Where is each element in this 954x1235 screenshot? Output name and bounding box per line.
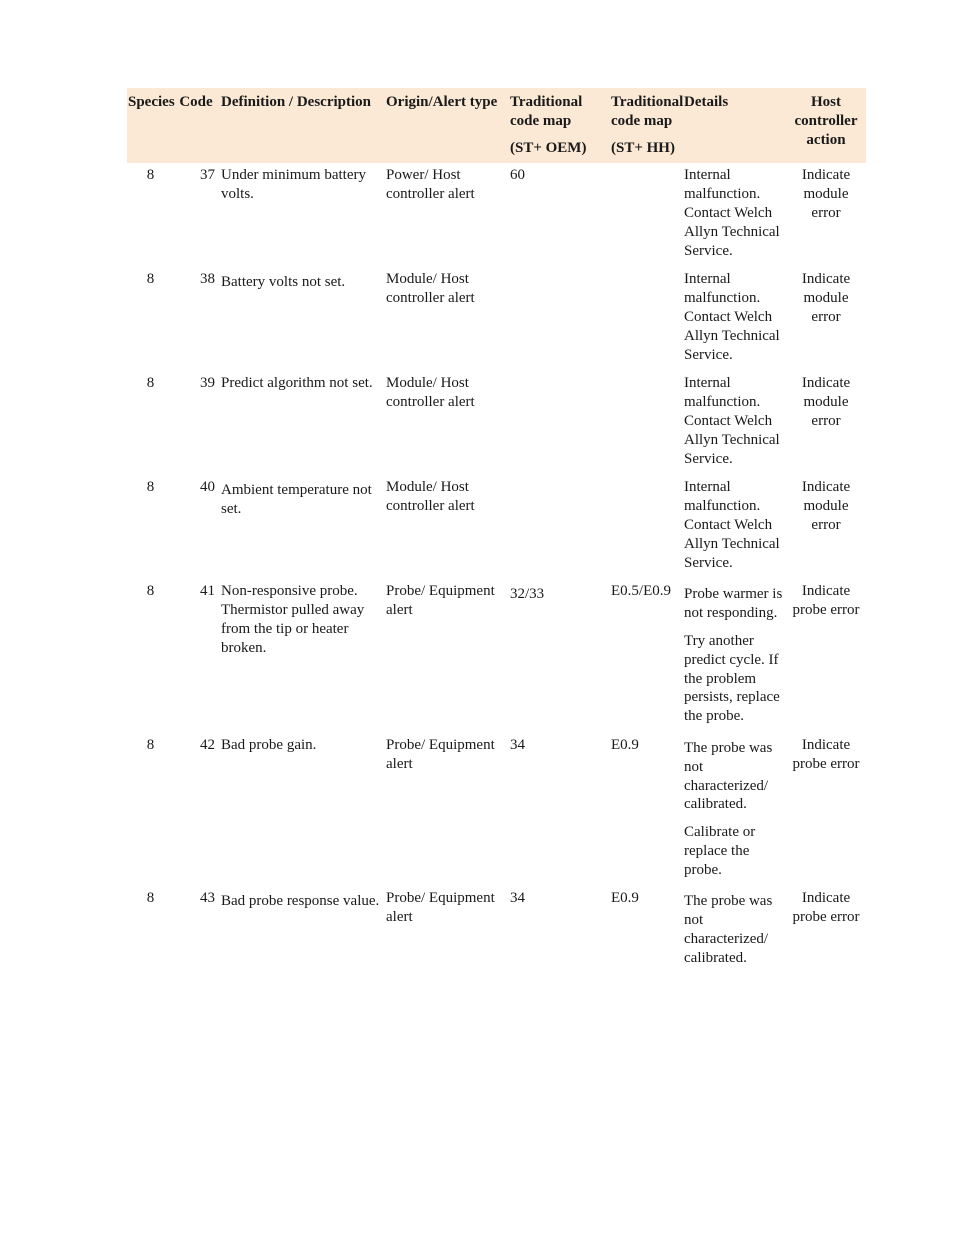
details-paragraph: Calibrate or replace the probe. xyxy=(684,824,756,878)
origin-cell: Power/ Host controller alert xyxy=(386,167,475,203)
species-cell: 8 xyxy=(146,890,155,907)
details-paragraph: Internal malfunction. Contact Welch Allyn Technical Service. xyxy=(684,167,780,259)
traditional-hh-cell xyxy=(608,475,681,579)
details-paragraph: Internal malfunction. Contact Welch Allyn Technical Service. xyxy=(684,479,780,571)
traditional-hh-cell xyxy=(608,371,681,475)
table-body xyxy=(127,163,866,974)
details-paragraph: Try another predict cycle. If the problem persists, replace the probe. xyxy=(684,632,780,725)
details-paragraph: The probe was not characterized/ calibrated. xyxy=(684,893,773,966)
origin-cell: Module/ Host controller alert xyxy=(386,479,475,515)
details-cell xyxy=(681,163,786,267)
details-cell xyxy=(681,579,786,733)
traditional-hh-cell: E0.9 xyxy=(611,890,639,907)
definition-cell: Under minimum battery volts. xyxy=(221,167,366,203)
details-cell xyxy=(681,733,786,887)
header-host-action: Host controller action xyxy=(794,94,858,148)
details-cell xyxy=(681,371,786,475)
definition-cell: Predict algorithm not set. xyxy=(221,375,373,392)
code-cell: 39 xyxy=(200,375,215,392)
traditional-oem-cell: 34 xyxy=(510,890,525,907)
traditional-oem-cell xyxy=(507,267,608,371)
table-row xyxy=(127,163,866,267)
table-row xyxy=(127,579,866,733)
header-definition: Definition / Description xyxy=(221,94,371,110)
table-row xyxy=(127,886,866,974)
table-row xyxy=(127,371,866,475)
host-action-cell: Indicate module error xyxy=(801,271,851,325)
host-action-cell: Indicate module error xyxy=(801,167,851,221)
traditional-hh-cell: E0.9 xyxy=(611,736,639,753)
code-cell: 43 xyxy=(200,890,215,907)
header-traditional-hh-label: Traditional code map xyxy=(611,94,684,129)
header-traditional-oem-sub: (ST+ OEM) xyxy=(510,139,587,156)
table-header xyxy=(127,88,866,163)
origin-cell: Probe/ Equipment alert xyxy=(386,736,495,772)
species-cell: 8 xyxy=(146,167,155,184)
header-traditional-oem xyxy=(507,88,608,163)
origin-cell: Probe/ Equipment alert xyxy=(386,890,495,926)
species-cell: 8 xyxy=(146,583,155,600)
origin-cell: Module/ Host controller alert xyxy=(386,375,475,411)
traditional-oem-cell: 34 xyxy=(510,736,525,753)
traditional-oem-cell: 32/33 xyxy=(510,586,545,603)
host-action-cell: Indicate probe error xyxy=(792,736,860,772)
details-cell xyxy=(681,267,786,371)
definition-cell: Ambient temperature not set. xyxy=(221,482,372,518)
definition-cell: Non-responsive probe. Thermistor pulled away from the tip or heater broken. xyxy=(221,583,365,656)
header-row xyxy=(127,88,866,163)
details-paragraph: Internal malfunction. Contact Welch Allyn Technical Service. xyxy=(684,271,780,363)
table-row xyxy=(127,475,866,579)
error-code-table xyxy=(127,88,866,975)
species-cell: 8 xyxy=(146,375,155,392)
definition-cell: Battery volts not set. xyxy=(221,274,346,291)
traditional-oem-cell xyxy=(507,475,608,579)
traditional-oem-cell xyxy=(507,371,608,475)
table-row xyxy=(127,267,866,371)
traditional-oem-cell: 60 xyxy=(510,167,525,184)
header-traditional-hh xyxy=(608,88,684,163)
host-action-cell: Indicate module error xyxy=(801,375,851,429)
code-cell: 37 xyxy=(200,167,215,184)
table-row xyxy=(127,733,866,887)
definition-cell: Bad probe gain. xyxy=(221,736,317,753)
definition-cell: Bad probe response value. xyxy=(221,893,380,910)
details-paragraph: Internal malfunction. Contact Welch Allyn Technical Service. xyxy=(684,375,780,467)
traditional-hh-cell xyxy=(608,267,681,371)
header-origin: Origin/Alert type xyxy=(386,94,498,110)
host-action-cell: Indicate probe error xyxy=(792,890,860,926)
species-cell: 8 xyxy=(146,736,155,753)
header-details: Details xyxy=(684,94,729,110)
species-cell: 8 xyxy=(146,271,155,288)
details-paragraph: The probe was not characterized/ calibrated. xyxy=(684,739,773,813)
code-cell: 42 xyxy=(200,736,215,753)
details-cell xyxy=(681,886,786,974)
traditional-hh-cell: E0.5/E0.9 xyxy=(611,583,671,600)
traditional-hh-cell xyxy=(608,163,681,267)
details-paragraph: Probe warmer is not responding. xyxy=(684,586,783,622)
origin-cell: Probe/ Equipment alert xyxy=(386,583,495,619)
host-action-cell: Indicate module error xyxy=(801,479,851,533)
species-cell: 8 xyxy=(146,479,155,496)
host-action-cell: Indicate probe error xyxy=(792,583,860,619)
header-traditional-oem-label: Traditional code map xyxy=(510,94,583,129)
header-species: Species xyxy=(128,94,175,110)
code-cell: 41 xyxy=(200,583,215,600)
origin-cell: Module/ Host controller alert xyxy=(386,271,475,307)
header-traditional-hh-sub: (ST+ HH) xyxy=(611,139,675,156)
details-cell xyxy=(681,475,786,579)
code-cell: 40 xyxy=(200,479,215,496)
code-cell: 38 xyxy=(200,271,215,288)
header-code: Code xyxy=(179,94,213,110)
